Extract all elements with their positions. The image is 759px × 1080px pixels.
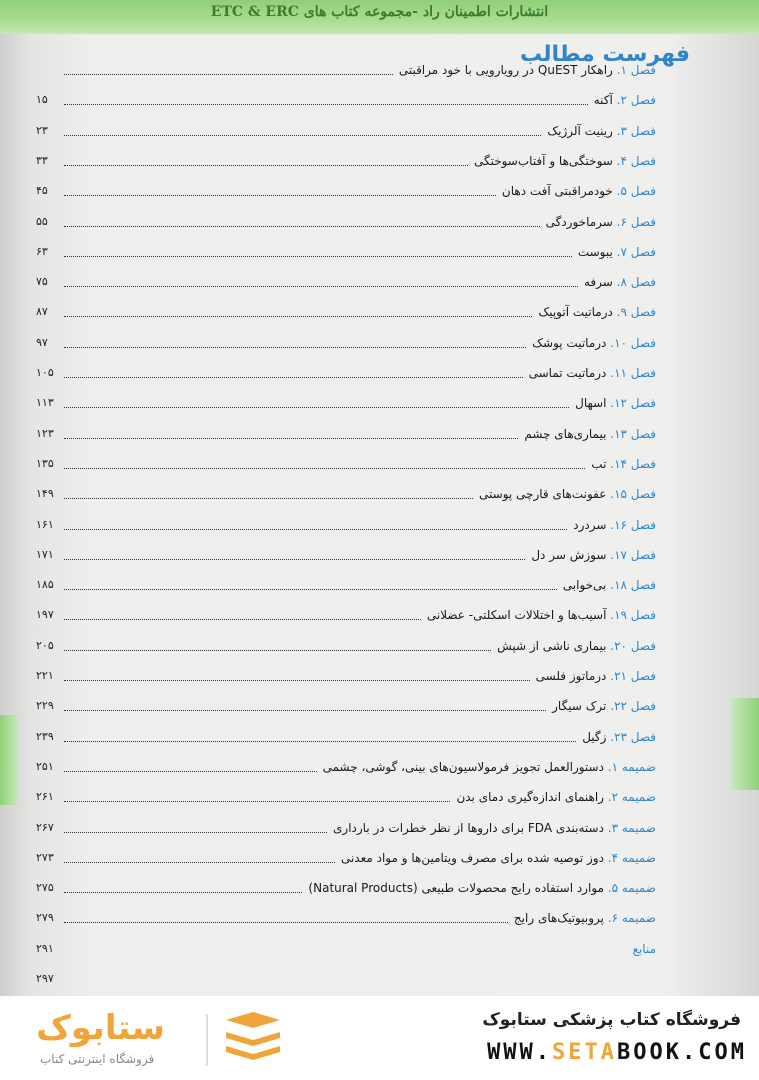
toc-chapter-number: فصل ۷. — [616, 244, 656, 259]
toc-chapter-number: فصل ۲. — [616, 93, 656, 108]
toc-entry[interactable] — [36, 301, 656, 323]
toc-chapter-number: فصل ۲۲. — [610, 699, 656, 714]
toc-title: درماتوز فلسی — [535, 669, 607, 683]
toc-page-number: ۱۹۷ — [36, 608, 54, 622]
toc-page-number: ۱۴۹ — [36, 487, 54, 501]
toc-label — [578, 241, 656, 263]
toc-page-number: ۲۷۵ — [36, 881, 54, 895]
toc-title: دستورالعمل تجویز فرمولاسیون‌های بینی، گوشی، چشمی — [322, 759, 604, 774]
toc-page-number: ۲۶۱ — [36, 790, 54, 804]
toc-label — [538, 301, 656, 323]
toc-page-number: ۲۵۱ — [36, 759, 54, 773]
toc-label — [456, 786, 656, 808]
toc-leader-dots — [64, 74, 393, 75]
toc-label — [502, 180, 656, 202]
toc-chapter-number: فصل ۱۰. — [610, 335, 656, 350]
toc-leader-dots — [64, 710, 546, 711]
toc-label — [563, 574, 656, 596]
toc-chapter-number: منابع — [632, 941, 656, 956]
toc-label — [584, 271, 656, 293]
toc-leader-dots — [64, 135, 541, 136]
logo-subtitle: فروشگاه اینترنتی کتاب — [40, 1052, 155, 1066]
toc-leader-dots — [64, 104, 588, 105]
toc-leader-dots — [64, 195, 496, 196]
page-edge-accent-right — [731, 698, 759, 790]
toc-page-number: ۱۵ — [36, 93, 48, 107]
toc-entry[interactable] — [36, 665, 656, 687]
toc-label — [531, 544, 656, 566]
toc-chapter-number: فصل ۳. — [616, 123, 656, 138]
url-highlight: SETA — [552, 1040, 618, 1065]
toc-page-number: ۱۸۵ — [36, 578, 54, 592]
toc-title: آسیب‌ها و اختلالات اسکلتی- عضلانی — [426, 608, 607, 623]
toc-title: راهکار QuEST در رویارویی با خود مراقبتی — [398, 63, 613, 77]
toc-leader-dots — [64, 680, 530, 681]
toc-label — [323, 756, 656, 778]
toc-chapter-number: ضمیمه ۱. — [607, 759, 656, 774]
toc-title: درماتیت تماسی — [528, 366, 607, 380]
toc-label — [633, 938, 656, 960]
toc-leader-dots — [64, 801, 450, 802]
toc-label — [582, 726, 656, 748]
toc-leader-dots — [64, 862, 335, 863]
toc-entry[interactable] — [36, 392, 656, 414]
toc-page-number: ۲۹۱ — [36, 941, 54, 955]
toc-page-number: ۲۳ — [36, 123, 48, 137]
toc-entry[interactable] — [36, 877, 656, 899]
toc-chapter-number: فصل ۱۲. — [610, 396, 656, 411]
toc-entry[interactable] — [36, 483, 656, 505]
page-edge-accent-left — [0, 715, 18, 805]
toc-label — [547, 120, 656, 142]
toc-chapter-number: فصل ۱. — [616, 63, 656, 77]
toc-title: دسته‌بندی FDA برای داروها از نظر خطرات در بارداری — [333, 820, 604, 835]
toc-page-number: ۸۷ — [36, 305, 48, 319]
toc-chapter-number: فصل ۴. — [616, 153, 656, 168]
toc-entry[interactable] — [36, 726, 656, 748]
toc-page-number: ۱۶۱ — [36, 517, 54, 531]
toc-title: سرفه — [583, 275, 613, 290]
toc-leader-dots — [64, 498, 473, 499]
running-header: انتشارات اطمینان راد -مجموعه کتاب های ETC & ERC — [210, 4, 549, 20]
toc-title: بی‌خوابی — [562, 578, 607, 593]
toc-entry[interactable] — [36, 968, 656, 990]
toc-entry[interactable] — [36, 817, 656, 839]
toc-title: سرماخوردگی — [545, 214, 613, 229]
toc-label — [333, 817, 656, 839]
toc-title: موارد استفاده رایج محصولات طبیعی (Natural Products) — [308, 881, 604, 896]
toc-chapter-number: فصل ۶. — [616, 214, 656, 229]
toc-entry[interactable] — [36, 907, 656, 929]
toc-entry[interactable] — [36, 574, 656, 596]
toc-label — [532, 332, 656, 354]
toc-entry[interactable] — [36, 180, 656, 202]
toc-leader-dots — [64, 589, 557, 590]
toc-label — [536, 665, 656, 687]
toc-entry[interactable] — [36, 423, 656, 445]
page-title: فهرست مطالب — [519, 42, 690, 67]
toc-page-number: ۲۲۱ — [36, 669, 54, 682]
toc-label — [399, 59, 656, 81]
toc-label — [524, 423, 656, 445]
toc-page-number: ۲۶۷ — [36, 820, 54, 834]
toc-chapter-number: فصل ۱۴. — [610, 456, 656, 471]
toc-leader-dots — [64, 165, 468, 166]
toc-page-number: ۱۷۱ — [36, 547, 54, 561]
toc-title: سوزش سر دل — [531, 547, 607, 562]
toc-label — [514, 907, 656, 929]
toc-label — [308, 877, 656, 899]
toc-page-number: ۹۷ — [36, 335, 48, 349]
toc-leader-dots — [64, 892, 302, 893]
toc-leader-dots — [64, 286, 578, 287]
toc-entry[interactable] — [36, 211, 656, 233]
toc-page-number: ۲۲۹ — [36, 699, 54, 713]
toc-chapter-number: فصل ۹. — [616, 305, 656, 320]
toc-label — [497, 635, 656, 657]
toc-page-number: ۲۰۵ — [36, 638, 54, 652]
toc-leader-dots — [64, 377, 523, 378]
toc-title: رینیت آلرژیک — [547, 123, 613, 138]
toc-entry[interactable] — [36, 150, 656, 172]
url-prefix: WWW. — [487, 1040, 553, 1065]
toc-chapter-number: ضمیمه ۶. — [607, 911, 656, 926]
toc-label — [341, 847, 656, 869]
header-band — [0, 0, 759, 34]
toc-page-number: ۱۱۳ — [36, 396, 54, 410]
toc-leader-dots — [64, 619, 421, 620]
toc-page-number: ۱۲۳ — [36, 426, 54, 440]
toc-chapter-number: ضمیمه ۵. — [607, 881, 656, 896]
toc-leader-dots — [64, 529, 567, 530]
toc-label — [546, 211, 656, 233]
toc-entry[interactable] — [36, 756, 656, 778]
toc-chapter-number: ضمیمه ۳. — [607, 820, 656, 835]
toc-title: عفونت‌های قارچی پوستی — [479, 487, 607, 502]
store-logo — [36, 1008, 296, 1072]
toc-leader-dots — [64, 316, 532, 317]
toc-label — [573, 514, 656, 536]
toc-page-number: ۲۷۳ — [36, 850, 54, 864]
url-suffix: BOOK.COM — [617, 1040, 747, 1065]
toc-leader-dots — [64, 741, 576, 742]
toc-entry[interactable] — [36, 635, 656, 657]
store-url[interactable] — [487, 1040, 747, 1065]
toc-title: اسهال — [575, 396, 607, 411]
toc-title: سردرد — [573, 517, 607, 532]
logo-wordmark: ستابوک — [36, 1008, 165, 1048]
toc-title: تب — [591, 456, 607, 471]
toc-chapter-number: فصل ۸. — [616, 275, 656, 290]
toc-leader-dots — [64, 407, 569, 408]
toc-leader-dots — [64, 771, 317, 772]
toc-chapter-number: ضمیمه ۴. — [607, 850, 656, 865]
toc-entry[interactable] — [36, 89, 656, 111]
toc-entry[interactable] — [36, 453, 656, 475]
toc-title: بیماری‌های چشم — [524, 426, 607, 441]
toc-entry[interactable] — [36, 362, 656, 384]
toc-title: پروبیوتیک‌های رایج — [513, 911, 604, 926]
toc-chapter-number: فصل ۱۳. — [610, 426, 656, 441]
toc-label — [594, 89, 656, 111]
toc-entry[interactable] — [36, 544, 656, 566]
toc-page-number: ۵۵ — [36, 214, 48, 228]
toc-title: یبوست — [577, 244, 613, 259]
toc-chapter-number: فصل ۱۹. — [610, 608, 656, 623]
toc-entry[interactable] — [36, 847, 656, 869]
toc-leader-dots — [64, 650, 491, 651]
toc-title: درماتیت پوشک — [532, 335, 607, 350]
toc-title: خودمراقبتی آفت دهان — [501, 184, 613, 199]
toc-leader-dots — [64, 347, 526, 348]
toc-title: دوز توصیه شده برای مصرف ویتامین‌ها و مواد معدنی — [340, 850, 604, 865]
toc-chapter-number: فصل ۱۱. — [610, 366, 656, 380]
toc-leader-dots — [64, 832, 327, 833]
book-stack-icon — [222, 1012, 284, 1068]
toc-page-number: ۲۹۷ — [36, 972, 54, 985]
toc-leader-dots — [64, 438, 518, 439]
store-banner — [0, 996, 759, 1080]
toc-page-number: ۲۳۹ — [36, 729, 54, 743]
toc-chapter-number: فصل ۵. — [616, 184, 656, 199]
toc-title: راهنمای اندازه‌گیری دمای بدن — [456, 790, 604, 805]
toc-page-number: ۶۳ — [36, 244, 48, 258]
toc-leader-dots — [64, 922, 508, 923]
toc-label — [479, 483, 656, 505]
toc-label — [529, 362, 656, 384]
toc-chapter-number: فصل ۲۰. — [610, 638, 656, 653]
toc-entry[interactable] — [36, 786, 656, 808]
toc-chapter-number: ضمیمه ۲. — [607, 790, 656, 805]
toc-chapter-number: فصل ۱۷. — [610, 547, 656, 562]
toc-page-number: ۷۵ — [36, 275, 48, 289]
toc-title: سوختگی‌ها و آفتاب‌سوختگی — [473, 153, 613, 168]
toc-label — [591, 453, 656, 475]
toc-entry[interactable] — [36, 271, 656, 293]
toc-entry[interactable] — [36, 120, 656, 142]
toc-entry[interactable] — [36, 241, 656, 263]
toc-entry[interactable] — [36, 59, 656, 81]
toc-entry[interactable] — [36, 938, 656, 960]
toc-chapter-number: فصل ۱۸. — [610, 578, 656, 593]
toc-title: ترک سیگار — [552, 699, 607, 714]
toc-page-number: ۱۰۵ — [36, 366, 54, 379]
toc-entry[interactable] — [36, 604, 656, 626]
toc-title: بیماری ناشی از شپش — [497, 638, 607, 653]
toc-entry[interactable] — [36, 514, 656, 536]
store-name: فروشگاه کتاب پزشکی ستابوک — [482, 1010, 741, 1030]
toc-chapter-number: فصل ۲۱. — [610, 669, 656, 683]
toc-label — [427, 604, 656, 626]
toc-leader-dots — [64, 468, 585, 469]
logo-divider — [206, 1014, 208, 1066]
toc-entry[interactable] — [36, 695, 656, 717]
toc-page-number: ۴۵ — [36, 184, 48, 198]
toc-entry[interactable] — [36, 332, 656, 354]
toc-leader-dots — [64, 226, 540, 227]
toc-chapter-number: فصل ۲۳. — [610, 729, 656, 744]
toc-leader-dots — [64, 559, 525, 560]
toc-label — [575, 392, 656, 414]
toc-page-number: ۳۳ — [36, 153, 48, 167]
toc-title: درماتیت آتوپیک — [538, 305, 613, 320]
toc-chapter-number: فصل ۱۶. — [610, 517, 656, 532]
toc-chapter-number: فصل ۱۵. — [610, 487, 656, 502]
toc-leader-dots — [64, 256, 572, 257]
toc-title: زگیل — [582, 729, 607, 744]
toc-label — [552, 695, 656, 717]
toc-label — [474, 150, 656, 172]
toc-page-number: ۱۳۵ — [36, 456, 54, 470]
toc-page-number: ۲۷۹ — [36, 911, 54, 925]
toc-title: آکنه — [593, 93, 613, 108]
